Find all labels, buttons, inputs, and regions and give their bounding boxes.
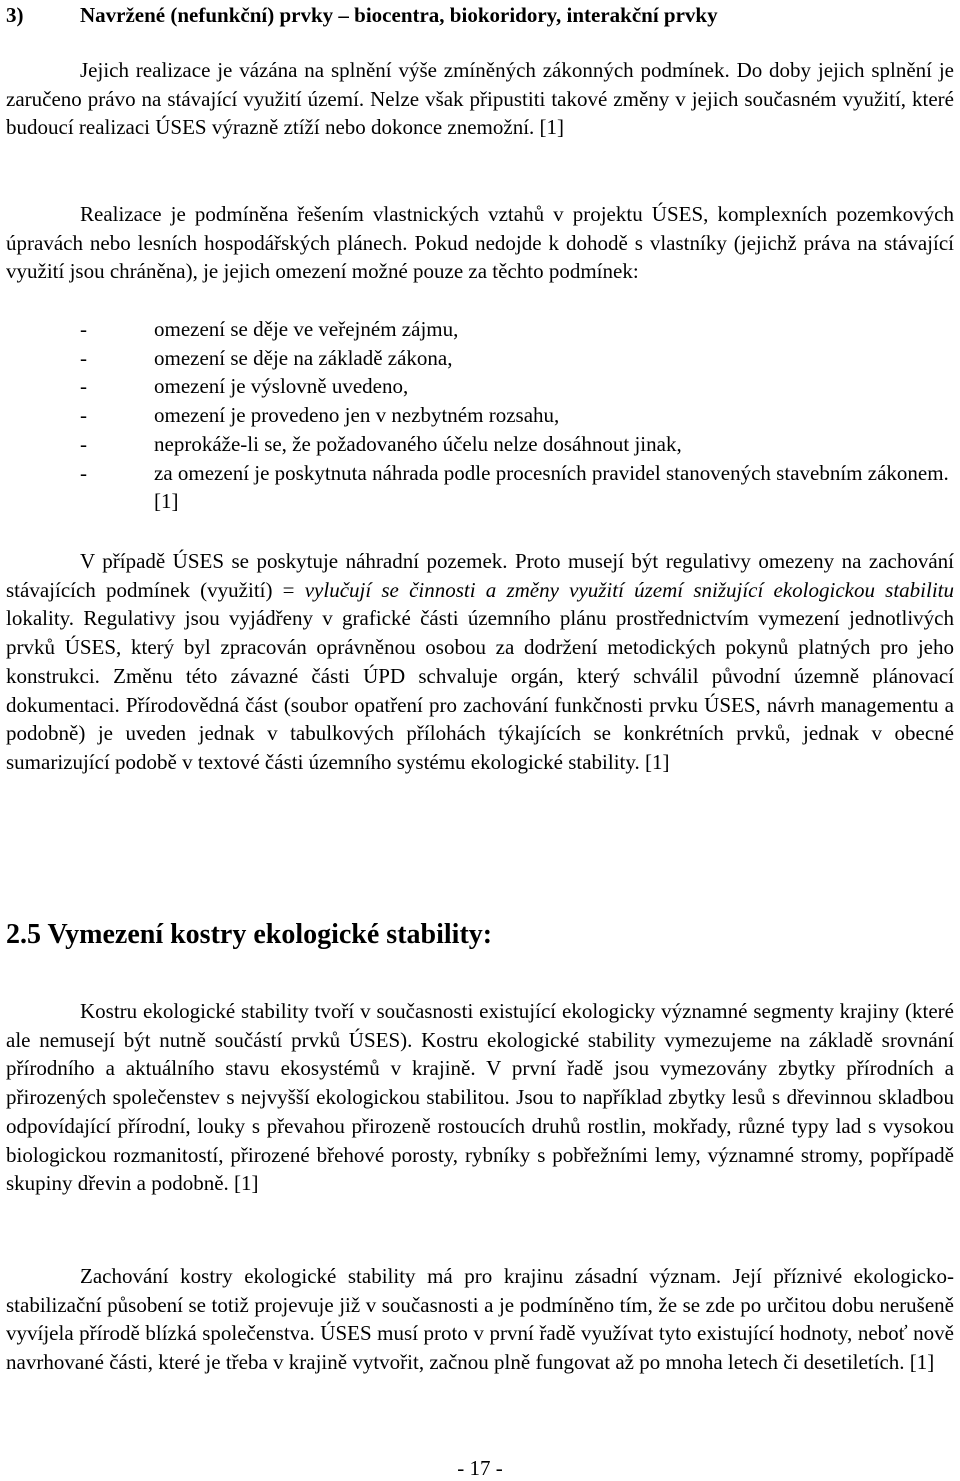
paragraph-text: Realizace je podmíněna řešením vlastnických vztahů v projektu ÚSES, komplexních pozemkových úpravách nebo lesních hospodářských plánech. Pokud nedojde k dohodě s vlastníky (jejichž práva na stávající využití jsou chráněna), je jejich omezení možné pouze za těchto podmínek: — [6, 202, 954, 284]
list-item-text: neprokáže-li se, že požadovaného účelu nelze dosáhnout jinak, — [154, 431, 682, 456]
list-item-text: za omezení je poskytnuta náhrada podle procesních pravidel stanovených stavebním zákonem. [1] — [154, 460, 949, 514]
section-heading-3 — [6, 2, 718, 28]
paragraph-text-end: lokality. Regulativy jsou vyjádřeny v grafické části územního plánu prostřednictvím vymezení jednotlivých prvků ÚSES, který byl zpracován oprávněnou osobou za dodržení metodických pokynů platných pro jeho konstrukci. Změnu této závazné části ÚPD schvaluje orgán, který schválil původní územně plánovací dokumentaci. Přírodovědná část (soubor opatření pro zachování funkčnosti prvku ÚSES, návrh managementu a podobně) je uveden jednak v tabulkových přílohách týkajících se konkrétních prvků, jednak v obecné sumarizující podobě v textové části územního systému ekologické stability. [1] — [6, 606, 954, 774]
list-dash: - — [80, 403, 87, 428]
page-number: - 17 - — [457, 1456, 503, 1480]
paragraph-ownership — [6, 200, 954, 286]
list-item-text: omezení se děje na základě zákona, — [154, 345, 453, 370]
list-item — [6, 459, 954, 516]
paragraph-text: Jejich realizace je vázána na splnění výše zmíněných zákonných podmínek. Do doby jejich splnění je zaručeno právo na stávající využití území. Nelze však připustiti takové změny v jejich současném využití, které budoucí realizaci ÚSES výrazně ztíží nebo dokonce znemožní. [1] — [6, 58, 954, 140]
list-dash: - — [80, 460, 87, 485]
paragraph-regulations — [6, 547, 954, 777]
paragraph-emphasis: vylučují se činnosti a změny využití území snižující ekologickou stabilitu — [304, 577, 955, 602]
paragraph-realization-conditions — [6, 56, 954, 142]
list-item-text: omezení je provedeno jen v nezbytném rozsahu, — [154, 403, 560, 428]
list-dash: - — [80, 431, 87, 456]
paragraph-text: Kostru ekologické stability tvoří v současnosti existující ekologicky významné segmenty krajiny (které ale nemusejí být nutně součástí prvků ÚSES). Kostru ekologické stability vymezujeme na základě srovnání přírodního a aktuálního stavu ekosystémů v krajině. V první řadě jsou vymezovány zbytky přírodních a přirozených společenstev s nejvyšší ekologickou stabilitou. Jsou to například zbytky lesů s dřevinnou skladbou odpovídající přírodní, louky s převahou přirozeně rostoucích druhů rostlin, mokřady, různé typy lad s vysokou biologickou rozmanitostí, přirozené břehové porosty, rybníky s pobřežními lemy, významné stromy, popřípadě skupiny dřevin a podobně. [1] — [6, 999, 954, 1196]
section-heading-2-5 — [6, 918, 492, 952]
list-item — [6, 401, 954, 430]
list-item — [6, 315, 954, 344]
list-dash: - — [80, 374, 87, 399]
list-dash: - — [80, 345, 87, 370]
paragraph-text-start: V případě ÚSES se poskytuje náhradní pozemek. Proto musejí být regulativy omezeny na zachování stávajících podmínek (využití) = — [6, 549, 954, 602]
list-item-text: omezení je výslovně uvedeno, — [154, 374, 409, 399]
paragraph-text: Zachování kostry ekologické stability má pro krajinu zásadní význam. Její příznivé ekologicko-stabilizační působení se totiž projevuje již v současnosti a je podmíněno tím, že se zde po určitou dobu nerušeně vyvíjela přírodě blízká společenstva. ÚSES musí proto v první řadě využívat tyto existující hodnoty, neboť nově navrhované části, které je třeba v krajině vytvořit, začnou plně fungovat až po mnoha letech či desetiletích. [1] — [6, 1264, 954, 1375]
list-item-text: omezení se děje ve veřejném zájmu, — [154, 317, 459, 341]
section-title: 2.5 Vymezení kostry ekologické stability: — [6, 919, 493, 950]
paragraph-skeleton-definition — [6, 997, 954, 1198]
list-item — [6, 344, 954, 373]
list-item — [6, 372, 954, 401]
paragraph-skeleton-importance — [6, 1262, 954, 1377]
section-title: Navržené (nefunkční) prvky – biocentra, biokoridory, interakční prvky — [80, 3, 718, 27]
list-dash: - — [80, 317, 87, 341]
section-number: 3) — [6, 3, 24, 27]
restriction-conditions-list — [6, 315, 954, 516]
list-item — [6, 430, 954, 459]
